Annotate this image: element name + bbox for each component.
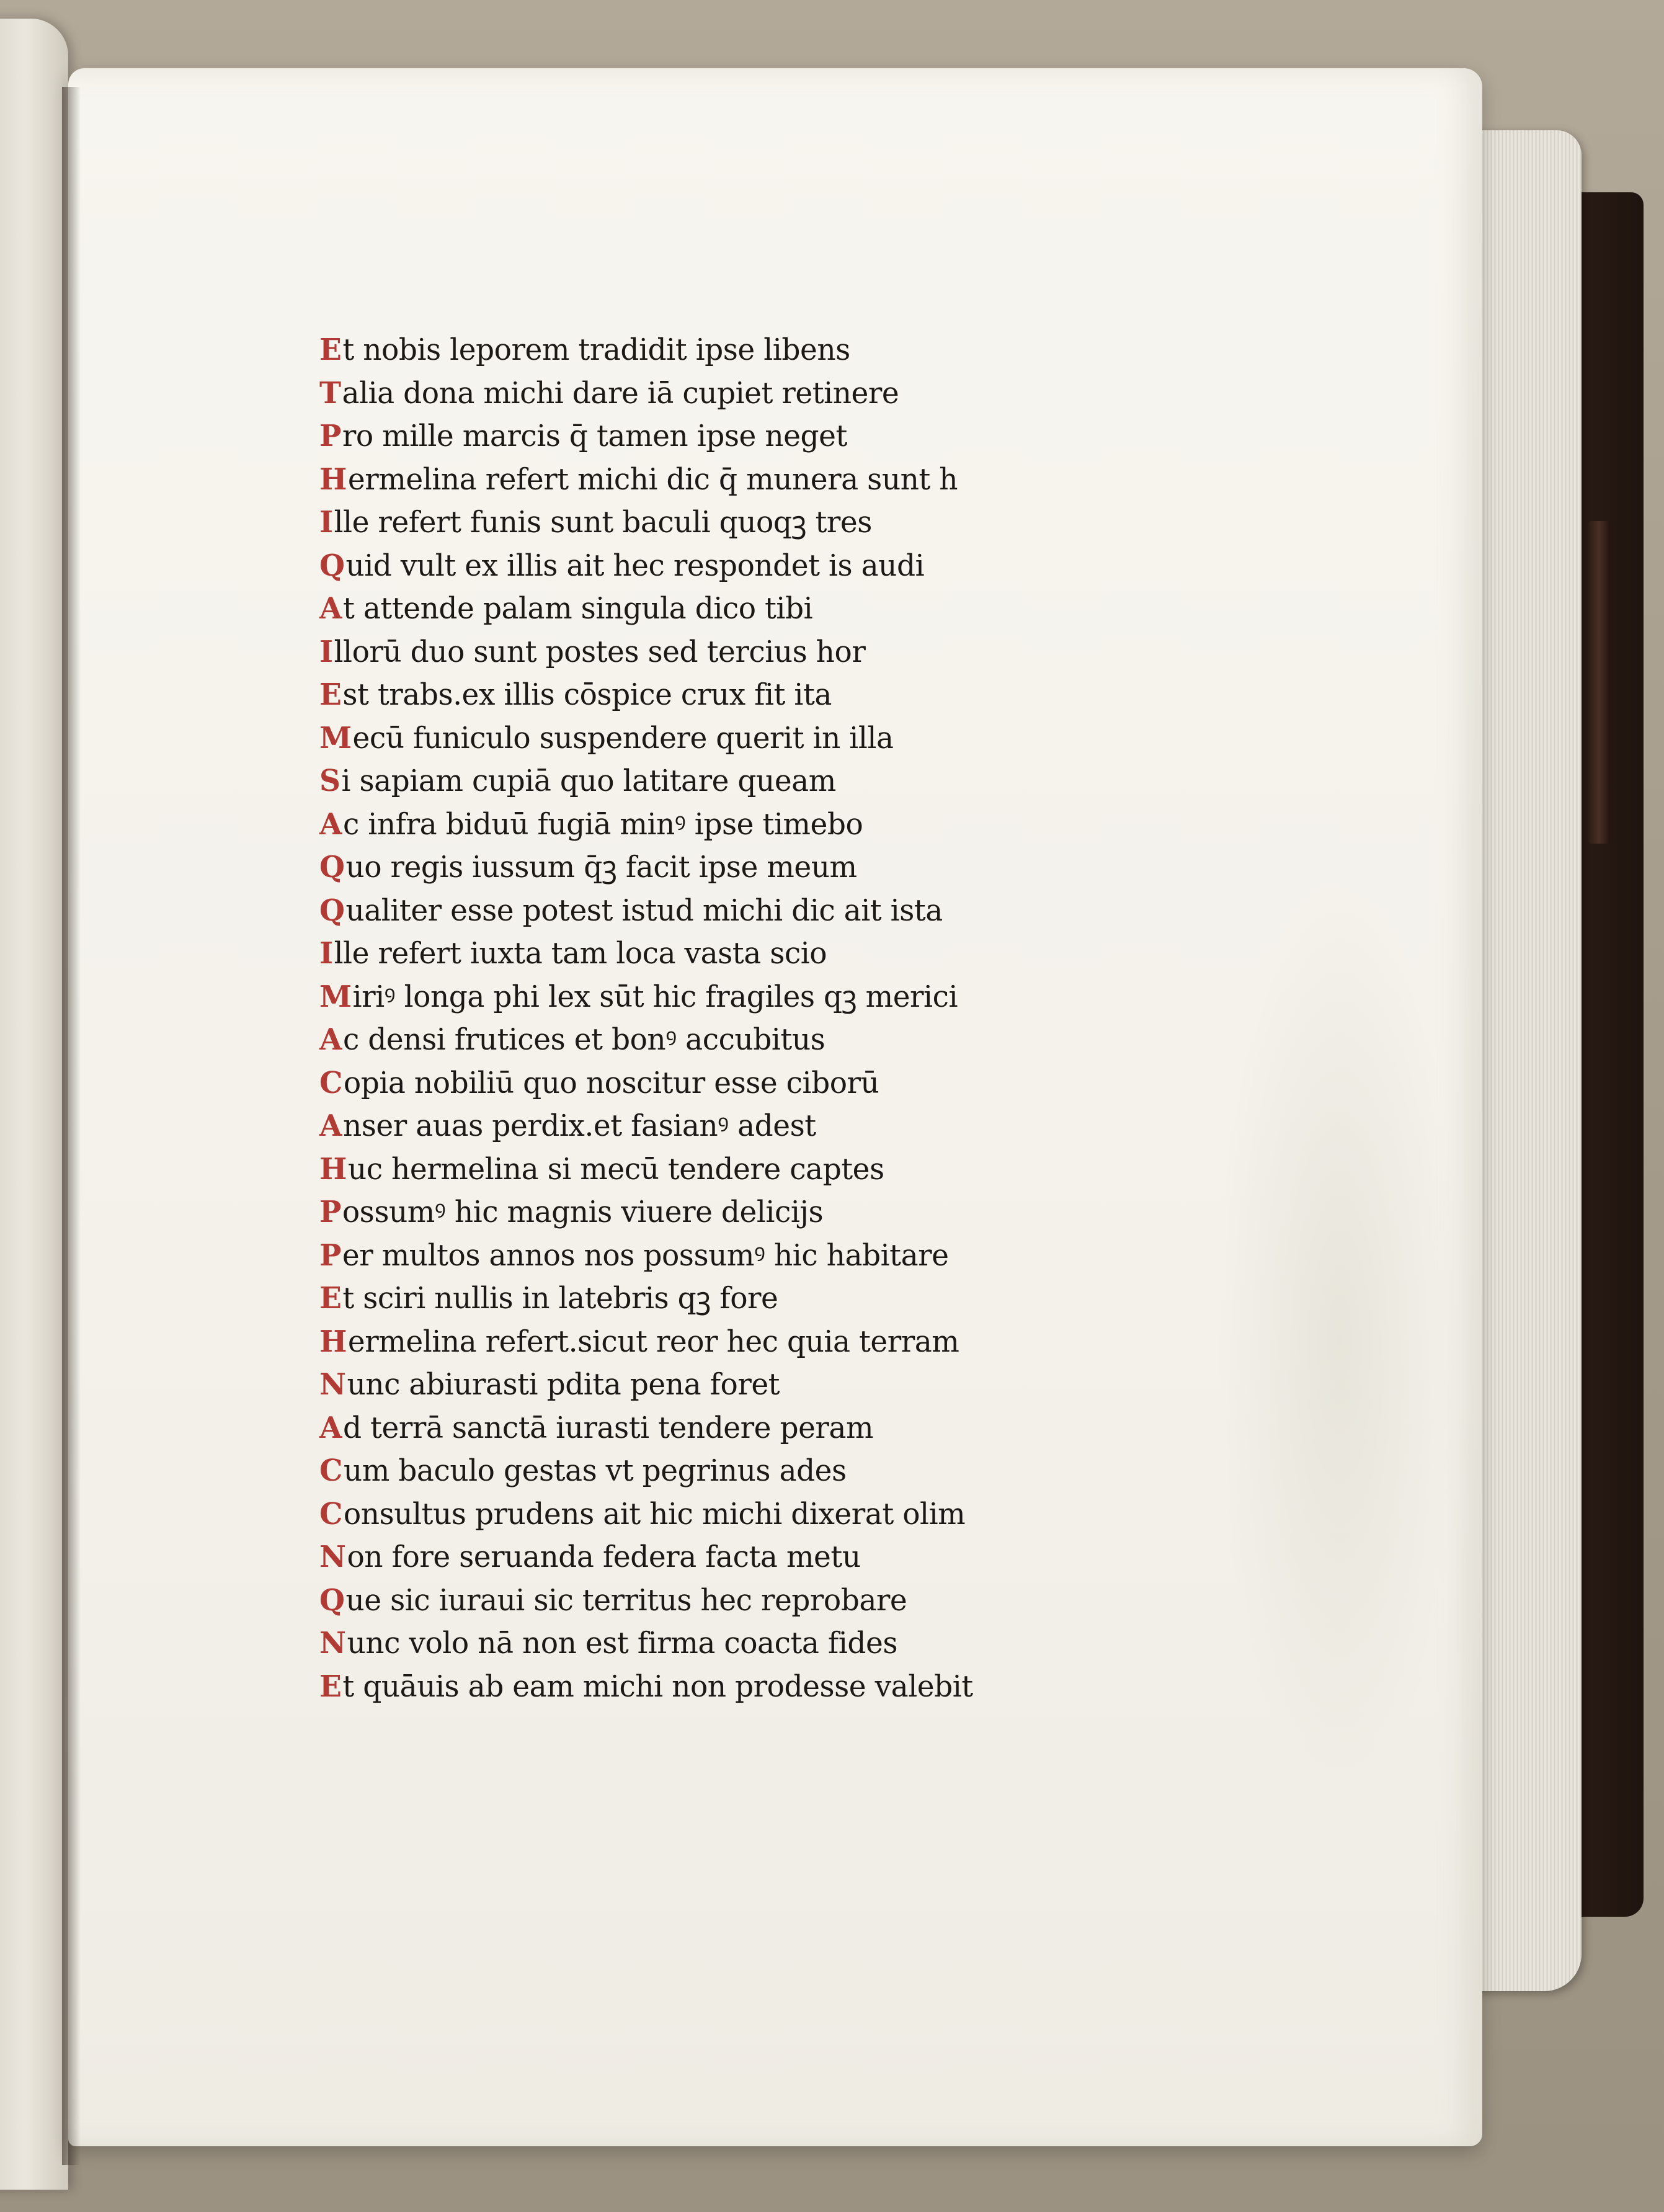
verse-line — [319, 1363, 1049, 1407]
verse-text: st trabs.ex illis cōspice crux fit ita — [342, 677, 832, 712]
rubricated-initial: A — [319, 806, 342, 842]
verse-text: t attende palam singula dico tibi — [342, 591, 813, 626]
verse-text: lle refert iuxta tam loca vasta scio — [334, 936, 827, 971]
verse-text: alia dona michi dare iā cupiet retinere — [342, 375, 899, 411]
rubricated-initial: A — [319, 1410, 342, 1445]
verse-line — [319, 846, 1049, 890]
rubricated-initial: H — [319, 1324, 347, 1359]
page-stain — [1216, 875, 1464, 1805]
verse-line — [319, 717, 1049, 760]
verse-text: opia nobiliū quo noscitur esse ciborū — [343, 1065, 879, 1100]
rubricated-initial: P — [319, 1195, 341, 1229]
verse-line — [319, 1321, 1049, 1364]
verse-line — [319, 1277, 1049, 1321]
verse-text: d terrā sanctā iurasti tendere peram — [342, 1410, 874, 1445]
rubricated-initial: M — [319, 720, 352, 756]
verse-line — [319, 1666, 1049, 1709]
rubricated-initial: H — [319, 462, 347, 497]
rubricated-initial: C — [319, 1453, 342, 1488]
rubricated-initial: N — [319, 1626, 346, 1661]
verse-line — [319, 458, 1049, 502]
verse-text: er multos annos nos possumꝰ hic habitare — [342, 1238, 949, 1273]
verse-text: i sapiam cupiā quo latitare queam — [341, 764, 836, 798]
verse-line — [319, 1579, 1049, 1623]
rubricated-initial: E — [319, 1281, 342, 1316]
verse-line — [319, 976, 1049, 1019]
left-facing-page — [0, 19, 68, 2190]
verse-text: uc hermelina si mecū tendere captes — [347, 1151, 884, 1187]
verse-text: onsultus prudens ait hic michi dixerat olim — [343, 1496, 966, 1532]
rubricated-initial: S — [319, 764, 340, 798]
rubricated-initial: Q — [319, 893, 345, 928]
verse-line — [319, 501, 1049, 545]
verse-text: uid vult ex illis ait hec respondet is audi — [345, 548, 925, 583]
rubricated-initial: A — [319, 1022, 342, 1057]
verse-line — [319, 1536, 1049, 1579]
verse-text: ossumꝰ hic magnis viuere delicijs — [342, 1195, 824, 1229]
rubricated-initial: C — [319, 1496, 342, 1532]
verse-line — [319, 1148, 1049, 1192]
gutter-shadow — [62, 87, 81, 2165]
verse-line — [319, 1019, 1049, 1062]
verse-text: t sciri nullis in latebris qꝫ fore — [342, 1281, 778, 1316]
verse-line — [319, 415, 1049, 458]
verse-line — [319, 1450, 1049, 1493]
verse-line — [319, 803, 1049, 847]
verse-line — [319, 631, 1049, 674]
verse-line — [319, 1105, 1049, 1148]
rubricated-initial: T — [319, 375, 341, 411]
verse-line — [319, 1407, 1049, 1450]
verse-text: ue sic iuraui sic territus hec reprobare — [345, 1582, 907, 1618]
verse-text: t nobis leporem tradidit ipse libens — [342, 332, 850, 367]
verse-line — [319, 1493, 1049, 1536]
verse-line — [319, 545, 1049, 588]
verse-text: t quāuis ab eam michi non prodesse valebit — [342, 1669, 973, 1704]
verse-text: ecū funiculo suspendere querit in illa — [352, 720, 894, 756]
verse-line — [319, 1622, 1049, 1666]
rubricated-initial: I — [319, 634, 333, 669]
rubricated-initial: Q — [319, 850, 345, 885]
rubricated-initial: A — [319, 1108, 342, 1143]
verse-text: nser auas perdix.et fasianꝰ adest — [342, 1108, 816, 1143]
verse-line — [319, 674, 1049, 717]
verse-line — [319, 587, 1049, 631]
verse-text: unc abiurasti pdita pena foret — [347, 1367, 780, 1402]
rubricated-initial: M — [319, 979, 352, 1014]
rubricated-initial: I — [319, 505, 333, 540]
rubricated-initial: E — [319, 1669, 342, 1704]
verse-line — [319, 1062, 1049, 1105]
bookmark-ribbon — [1588, 521, 1610, 844]
verse-text: uo regis iussum q̄ꝫ facit ipse meum — [345, 850, 857, 885]
verse-text-block — [319, 329, 1064, 1708]
rubricated-initial: H — [319, 1151, 347, 1187]
verse-text: lle refert funis sunt baculi quoqꝫ tres — [334, 505, 872, 540]
verse-line — [319, 890, 1049, 933]
verse-text: iriꝰ longa phi lex sūt hic fragiles qꝫ merici — [352, 979, 958, 1014]
verse-line — [319, 760, 1049, 803]
rubricated-initial: Q — [319, 1582, 345, 1618]
verse-text: ro mille marcis q̄ tamen ipse neget — [342, 419, 847, 453]
rubricated-initial: N — [319, 1540, 346, 1574]
verse-text: ualiter esse potest istud michi dic ait ista — [345, 893, 943, 928]
rubricated-initial: I — [319, 936, 333, 971]
rubricated-initial: P — [319, 419, 341, 453]
verse-line — [319, 932, 1049, 976]
rubricated-initial: A — [319, 591, 342, 626]
rubricated-initial: P — [319, 1238, 341, 1273]
verse-text: ermelina refert michi dic q̄ munera sunt h — [347, 462, 958, 497]
verse-text: c densi frutices et bonꝰ accubitus — [342, 1022, 825, 1057]
verse-text: c infra biduū fugiā minꝰ ipse timebo — [342, 806, 863, 842]
verse-line — [319, 329, 1049, 372]
verse-line — [319, 1191, 1049, 1234]
rubricated-initial: Q — [319, 548, 345, 583]
verse-text: ermelina refert.sicut reor hec quia terram — [347, 1324, 959, 1359]
verse-text: on fore seruanda federa facta metu — [347, 1540, 861, 1574]
rubricated-initial: E — [319, 677, 342, 712]
rubricated-initial: E — [319, 332, 342, 367]
verse-line — [319, 1234, 1049, 1278]
verse-line — [319, 372, 1049, 416]
verse-text: unc volo nā non est firma coacta fides — [347, 1626, 897, 1661]
rubricated-initial: C — [319, 1065, 342, 1100]
verse-text: um baculo gestas vt pegrinus ades — [343, 1453, 847, 1488]
book-page — [68, 68, 1482, 2146]
rubricated-initial: N — [319, 1367, 346, 1402]
verse-text: llorū duo sunt postes sed tercius hor — [334, 634, 866, 669]
